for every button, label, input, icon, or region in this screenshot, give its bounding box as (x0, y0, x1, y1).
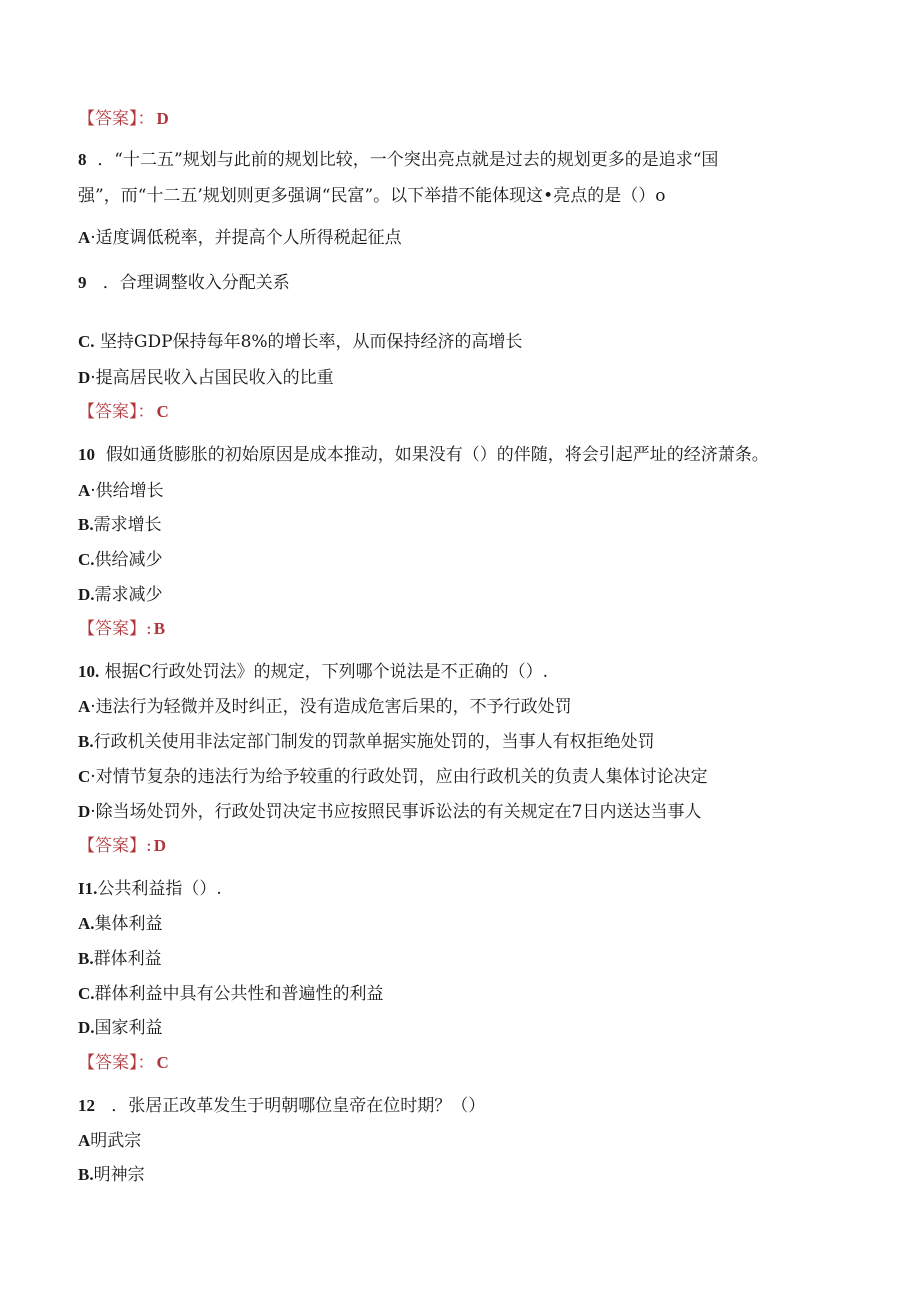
question-number: 12 (78, 1096, 95, 1115)
question-text: ．张居正改革发生于明朝哪位皇帝在位时期？（） (111, 1096, 486, 1116)
answer-separator: ： (137, 402, 155, 422)
option-key: C. (78, 550, 95, 569)
answer-separator: ： (137, 1053, 155, 1073)
answer-value: D (156, 109, 169, 128)
option-text: ·对情节复杂的违法行为给予较重的行政处罚，应由行政机关的负责人集体讨论决定 (90, 767, 708, 787)
question-text: ．合理调整收入分配关系 (102, 273, 290, 293)
question-text: 假如通货膨胀的初始原因是成本推动，如果没有（）的伴随，将会引起严址的经济萧条。 (105, 445, 769, 465)
option-d (78, 367, 334, 389)
option-text: 坚持GDP保持每年8%的增长率，从而保持经济的高增长 (99, 332, 523, 352)
answer-value: D (153, 836, 167, 855)
option-d (78, 1017, 163, 1039)
option-text: 行政机关使用非法定部门制发的罚款单据实施处罚的，当事人有权拒绝处罚 (93, 732, 655, 752)
question-number: 10 (78, 445, 95, 464)
option-text: 集体利益 (94, 914, 163, 934)
option-text: 明武宗 (90, 1131, 142, 1151)
option-key: B. (78, 949, 94, 968)
option-key: D (78, 368, 91, 387)
option-b (78, 1164, 145, 1186)
option-text: ·提高居民收入占国民收入的比重 (90, 368, 334, 388)
answer-line (78, 618, 165, 640)
answer-value: C (156, 402, 169, 421)
option-text: 需求增长 (93, 515, 162, 535)
option-a (78, 1130, 141, 1152)
option-c (78, 331, 523, 353)
option-d (78, 801, 702, 823)
option-text: ·供给增长 (90, 481, 164, 501)
answer-line (78, 108, 169, 130)
answer-label: 【答案】 (78, 109, 138, 129)
option-a (78, 480, 164, 502)
option-c (78, 766, 708, 788)
answer-label: 【答案】 (78, 1053, 138, 1073)
question-text: 根据C行政处罚法》的规定，下列哪个说法是不正确的（）. (104, 662, 549, 682)
option-key: B. (78, 732, 94, 751)
question-number: 9 (78, 273, 87, 292)
option-key: A (78, 697, 91, 716)
option-text: 国家利益 (94, 1018, 163, 1038)
option-key: C. (78, 984, 95, 1003)
question-9 (78, 272, 290, 294)
question-10 (78, 444, 769, 466)
question-number: I1. (78, 879, 98, 898)
option-text: ·违法行为轻微并及时纠正，没有造成危害后果的，不予行政处罚 (90, 697, 572, 717)
question-8-line-1 (78, 149, 718, 171)
option-text: ·除当场处罚外，行政处罚决定书应按照民事诉讼法的有关规定在7日内送达当事人 (90, 802, 702, 822)
option-key: D. (78, 1018, 95, 1037)
option-key: A (78, 228, 91, 247)
question-text: 公共利益指（）. (97, 879, 222, 899)
option-text: 供给减少 (94, 550, 163, 570)
option-key: B. (78, 1165, 94, 1184)
question-11 (78, 878, 222, 900)
answer-separator: : (146, 619, 152, 639)
answer-separator: ： (137, 109, 155, 129)
option-text: ·适度调低税率，并提高个人所得税起征点 (90, 228, 402, 248)
option-a (78, 696, 572, 718)
question-text: ．“十二五”规划与此前的规划比较，一个突出亮点就是过去的规划更多的是追求“国 (97, 150, 719, 170)
answer-separator: : (146, 836, 152, 856)
option-key: D. (78, 585, 95, 604)
answer-value: B (153, 619, 166, 638)
option-a (78, 227, 402, 249)
answer-label: 【答案】 (78, 836, 146, 856)
option-c (78, 983, 384, 1005)
option-text: 群体利益 (93, 949, 162, 969)
question-8-line-2 (78, 185, 665, 207)
answer-label: 【答案】 (78, 619, 146, 639)
option-text: 需求减少 (94, 585, 163, 605)
question-number: 8 (78, 150, 87, 169)
answer-line (78, 835, 166, 857)
option-key: C (78, 767, 91, 786)
answer-value: C (156, 1053, 169, 1072)
answer-line (78, 401, 169, 423)
answer-label: 【答案】 (78, 402, 138, 422)
option-key: A (78, 481, 91, 500)
option-b (78, 731, 655, 753)
option-text: 明神宗 (93, 1165, 145, 1185)
option-d (78, 584, 163, 606)
question-text: 强”，而“十二五’规划则更多强调“民富”。以下举措不能体现这•亮点的是（）o (78, 186, 666, 206)
option-key: B. (78, 515, 94, 534)
question-number: 10. (78, 662, 100, 681)
answer-line (78, 1052, 169, 1074)
question-12 (78, 1095, 485, 1117)
option-key: A. (78, 914, 95, 933)
option-key: C. (78, 332, 95, 351)
option-b (78, 948, 162, 970)
option-key: D (78, 802, 91, 821)
option-b (78, 514, 162, 536)
option-a (78, 913, 163, 935)
question-10-second (78, 661, 548, 683)
option-c (78, 549, 163, 571)
option-text: 群体利益中具有公共性和普遍性的利益 (94, 984, 384, 1004)
option-key: A (78, 1131, 91, 1150)
